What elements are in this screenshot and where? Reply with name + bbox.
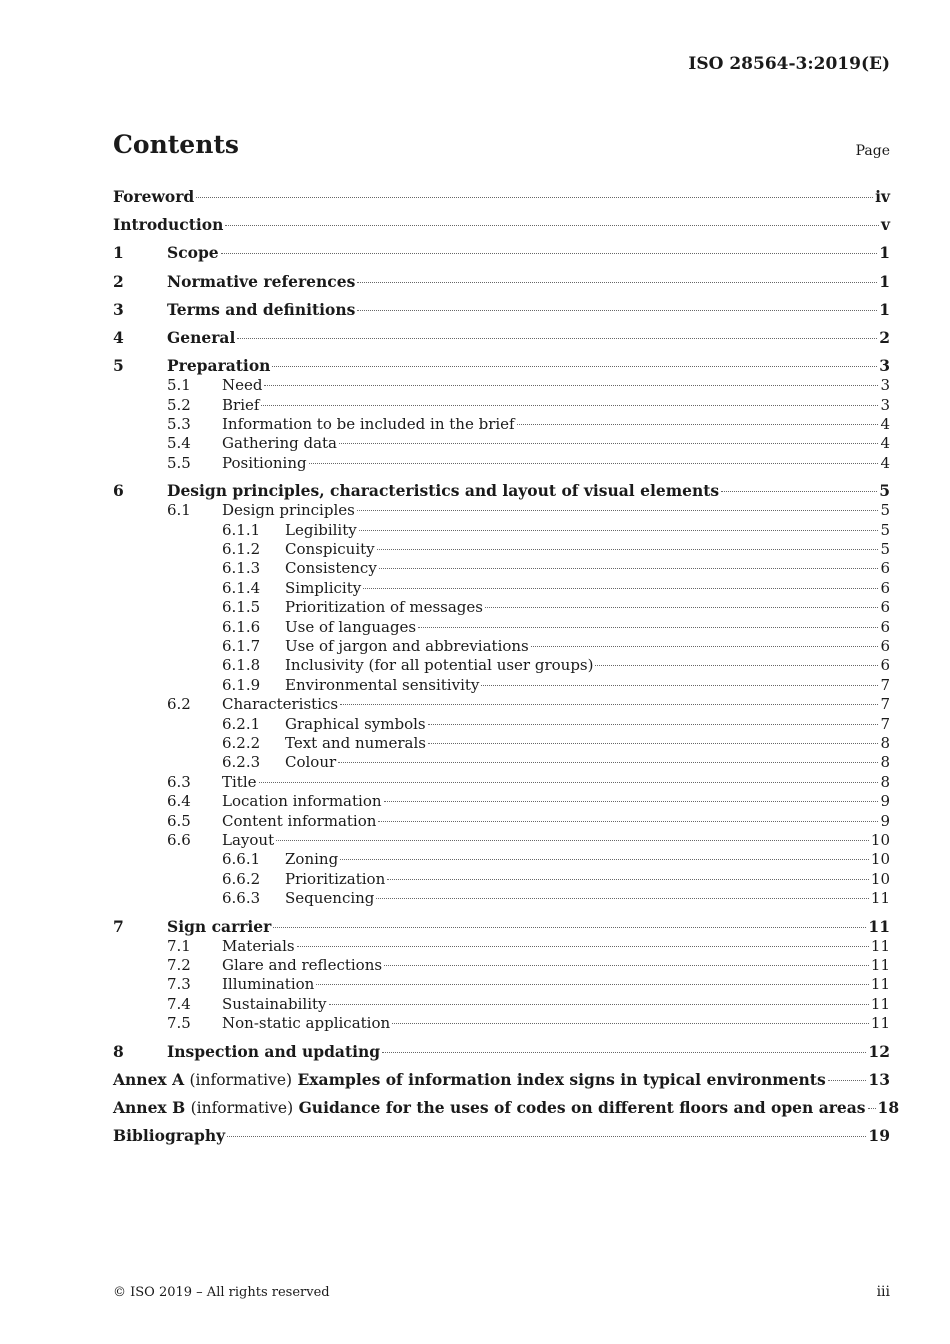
toc-entry-page: 9 bbox=[880, 811, 890, 830]
toc-entry-number: 6.1 bbox=[167, 501, 191, 520]
toc-entry[interactable] bbox=[113, 870, 890, 889]
toc-entry[interactable] bbox=[113, 327, 890, 348]
dot-leader bbox=[379, 568, 879, 569]
toc-entry-number: 6.1.6 bbox=[222, 617, 261, 636]
toc-entry-title[interactable] bbox=[285, 889, 374, 908]
toc-entry-title-text: Location information bbox=[222, 792, 382, 811]
toc-entry[interactable] bbox=[113, 1097, 900, 1118]
toc-entry-number: 8 bbox=[113, 1041, 124, 1061]
toc-entry-page: 5 bbox=[880, 501, 890, 520]
toc-entry[interactable] bbox=[113, 637, 890, 656]
dot-leader bbox=[721, 491, 877, 492]
dot-leader bbox=[340, 704, 878, 705]
toc-entry-title-text: Text and numerals bbox=[285, 733, 426, 752]
toc-entry[interactable] bbox=[113, 396, 890, 415]
toc-entry-title[interactable] bbox=[113, 1125, 225, 1146]
dot-leader bbox=[481, 685, 878, 686]
toc-entry-title-text: Colour bbox=[285, 753, 337, 772]
toc-entry-number: 6.1.8 bbox=[222, 656, 261, 675]
toc-entry-title-text: Foreword bbox=[113, 187, 195, 206]
dot-leader bbox=[237, 338, 877, 339]
toc-entry-page: 8 bbox=[880, 733, 890, 752]
toc-entry-number: 6.1.3 bbox=[222, 559, 261, 578]
toc-entry-title-text: Terms and definitions bbox=[167, 299, 356, 319]
annex-label: Annex A bbox=[113, 1069, 185, 1089]
dot-leader bbox=[595, 665, 878, 666]
dot-leader bbox=[340, 859, 869, 860]
toc-entry-title[interactable] bbox=[222, 695, 338, 714]
toc-entry[interactable] bbox=[113, 376, 890, 395]
toc-entry-title[interactable] bbox=[285, 870, 385, 889]
toc-entry[interactable] bbox=[113, 579, 890, 598]
toc-entry-title-text: Sequencing bbox=[285, 889, 375, 908]
dot-leader bbox=[359, 530, 879, 531]
toc-entry-number: 6.3 bbox=[167, 772, 191, 791]
toc-entry-title[interactable] bbox=[285, 734, 426, 753]
toc-entry-number: 6 bbox=[113, 481, 124, 501]
toc-entry-title[interactable] bbox=[285, 598, 483, 617]
toc-entry-page: 13 bbox=[868, 1069, 890, 1089]
dot-leader bbox=[868, 1108, 876, 1109]
toc-entry-title-text: Examples of information index signs in typical environments bbox=[297, 1069, 826, 1089]
toc-entry[interactable] bbox=[113, 559, 890, 578]
toc-entry-title[interactable] bbox=[113, 1097, 866, 1119]
toc-entry-number: 6.1.2 bbox=[222, 540, 261, 559]
toc-entry-number: 6.2 bbox=[167, 695, 191, 714]
toc-entry[interactable] bbox=[113, 355, 890, 376]
toc-entry-title-text: Scope bbox=[167, 243, 219, 263]
toc-entry-page: 11 bbox=[870, 1014, 890, 1033]
toc-entry-title-text: Layout bbox=[222, 830, 275, 849]
toc-entry-page: 6 bbox=[880, 656, 890, 675]
toc-entry[interactable] bbox=[113, 753, 890, 772]
dot-leader bbox=[329, 1004, 869, 1005]
toc-entry-title[interactable] bbox=[222, 501, 355, 520]
toc-entry[interactable] bbox=[113, 242, 890, 263]
toc-entry-page: 6 bbox=[880, 578, 890, 597]
toc-entry-number: 7.5 bbox=[167, 1014, 191, 1033]
toc-entry-number: 7.4 bbox=[167, 994, 191, 1013]
dot-leader bbox=[221, 253, 878, 254]
toc-entry-page: 4 bbox=[880, 453, 890, 472]
toc-entry-title[interactable] bbox=[167, 1041, 380, 1062]
toc-entry-page: 7 bbox=[880, 714, 890, 733]
toc-entry-number: 6.6.1 bbox=[222, 850, 261, 869]
toc-entry-page: 6 bbox=[880, 559, 890, 578]
dot-leader bbox=[276, 840, 869, 841]
toc-entry-page: 4 bbox=[880, 434, 890, 453]
toc-entry-number: 6.6.3 bbox=[222, 889, 261, 908]
toc-entry-title-text: Preparation bbox=[167, 356, 271, 376]
toc-entry-title-text: Positioning bbox=[222, 453, 307, 472]
toc-entry-title[interactable] bbox=[222, 434, 337, 453]
toc-entry-number: 7 bbox=[113, 916, 124, 936]
toc-entry[interactable] bbox=[113, 480, 890, 501]
toc-entry-page: 10 bbox=[870, 850, 890, 869]
dot-leader bbox=[357, 510, 879, 511]
toc-entry-title-text: Design principles, characteristics and layout of visual elements bbox=[167, 481, 720, 501]
toc-entry-title[interactable] bbox=[222, 1014, 390, 1033]
toc-entry[interactable] bbox=[113, 415, 890, 434]
toc-entry-number: 6.1.5 bbox=[222, 598, 261, 617]
toc-entry-title[interactable] bbox=[113, 1069, 826, 1091]
toc-entry-title-text: Information to be included in the brief bbox=[222, 414, 515, 433]
toc-entry-number: 6.4 bbox=[167, 792, 191, 811]
toc-entry-page: 11 bbox=[870, 889, 890, 908]
toc-entry-title-text: Design principles bbox=[222, 501, 355, 520]
toc-entry-title[interactable] bbox=[167, 242, 219, 263]
toc-entry[interactable] bbox=[113, 792, 890, 811]
copyright-notice: © ISO 2019 – All rights reserved bbox=[113, 1285, 330, 1300]
toc-entry-title-text: Need bbox=[222, 376, 263, 395]
toc-entry-title[interactable] bbox=[222, 376, 262, 395]
toc-entry-number: 1 bbox=[113, 243, 124, 263]
dot-leader bbox=[392, 1023, 869, 1024]
toc-entry-page: 8 bbox=[880, 753, 890, 772]
toc-entry-title[interactable] bbox=[222, 995, 327, 1014]
toc-entry[interactable] bbox=[113, 271, 890, 292]
toc-entry-number: 5.2 bbox=[167, 395, 191, 414]
dot-leader bbox=[384, 801, 879, 802]
toc-entry[interactable] bbox=[113, 1041, 890, 1062]
toc-entry-title[interactable] bbox=[167, 916, 271, 937]
toc-entry-title[interactable] bbox=[167, 327, 235, 348]
toc-entry-page: 11 bbox=[870, 956, 890, 975]
toc-entry-title[interactable] bbox=[222, 812, 376, 831]
toc-entry-title-text: Zoning bbox=[285, 850, 339, 869]
dot-leader bbox=[357, 310, 877, 311]
dot-leader bbox=[531, 646, 879, 647]
toc-entry[interactable] bbox=[113, 1014, 890, 1033]
toc-entry-number: 6.6 bbox=[167, 830, 191, 849]
dot-leader bbox=[428, 743, 878, 744]
toc-entry-page: 5 bbox=[880, 520, 890, 539]
toc-entry-title[interactable] bbox=[285, 540, 375, 559]
dot-leader bbox=[418, 627, 878, 628]
toc-entry-title[interactable] bbox=[222, 937, 295, 956]
toc-entry-page: 5 bbox=[879, 481, 890, 501]
toc-entry-title[interactable] bbox=[222, 415, 515, 434]
toc-entry-number: 3 bbox=[113, 299, 124, 319]
dot-leader bbox=[485, 607, 878, 608]
dot-leader bbox=[264, 385, 878, 386]
dot-leader bbox=[828, 1080, 867, 1081]
toc-entry-number: 6.1.1 bbox=[222, 520, 261, 539]
toc-entry-title-text: Sustainability bbox=[222, 994, 327, 1013]
dot-leader bbox=[384, 965, 869, 966]
toc-entry-number: 5.1 bbox=[167, 376, 191, 395]
toc-entry-number: 6.2.1 bbox=[222, 714, 261, 733]
toc-entry-page: 3 bbox=[880, 395, 890, 414]
toc-entry-page: 1 bbox=[879, 299, 890, 319]
toc-entry[interactable] bbox=[113, 501, 890, 520]
toc-entry[interactable] bbox=[113, 812, 890, 831]
toc-entry-title-text: Legibility bbox=[285, 520, 357, 539]
toc-entry[interactable] bbox=[113, 521, 890, 540]
toc-entry-title-text: Illumination bbox=[222, 975, 315, 994]
toc-entry-page: 11 bbox=[870, 975, 890, 994]
toc-entry-number: 6.2.3 bbox=[222, 753, 261, 772]
toc-entry-page: 2 bbox=[879, 327, 890, 347]
toc-entry[interactable] bbox=[113, 916, 890, 937]
toc-entry-title-text: Characteristics bbox=[222, 695, 339, 714]
toc-entry[interactable] bbox=[113, 299, 890, 320]
toc-entry-number: 6.1.9 bbox=[222, 675, 261, 694]
toc-entry-title[interactable] bbox=[222, 773, 257, 792]
dot-leader bbox=[316, 984, 869, 985]
toc-entry-page: 3 bbox=[880, 376, 890, 395]
toc-entry-title-text: Inclusivity (for all potential user groups) bbox=[285, 656, 594, 675]
toc-entry-number: 4 bbox=[113, 327, 124, 347]
dot-leader bbox=[387, 879, 869, 880]
toc-entry-title[interactable] bbox=[222, 454, 307, 473]
toc-entry[interactable] bbox=[113, 454, 890, 473]
toc-entry-title-text: Graphical symbols bbox=[285, 714, 426, 733]
toc-entry-title-text: Introduction bbox=[113, 215, 224, 235]
toc-entry-number: 6.1.4 bbox=[222, 578, 261, 597]
toc-entry-page: 7 bbox=[880, 675, 890, 694]
toc-entry-title-text: Prioritization of messages bbox=[285, 598, 483, 617]
toc-entry[interactable] bbox=[113, 831, 890, 850]
toc-entry[interactable] bbox=[113, 1125, 890, 1146]
toc-entry-title[interactable] bbox=[285, 559, 377, 578]
toc-entry-title[interactable] bbox=[167, 355, 270, 376]
annex-label: Annex B bbox=[113, 1098, 186, 1118]
toc-entry-number: 7.3 bbox=[167, 975, 191, 994]
toc-entry-page: 6 bbox=[880, 598, 890, 617]
toc-entry-number: 6.2.2 bbox=[222, 733, 261, 752]
toc-entry-title-text: Normative references bbox=[167, 271, 356, 291]
dot-leader bbox=[517, 424, 879, 425]
toc-entry-title-text: Inspection and updating bbox=[167, 1041, 381, 1061]
dot-leader bbox=[428, 724, 879, 725]
table-of-contents bbox=[113, 186, 900, 1146]
dot-leader bbox=[376, 898, 868, 899]
toc-entry[interactable] bbox=[113, 186, 890, 207]
toc-entry-page: 1 bbox=[879, 271, 890, 291]
dot-leader bbox=[357, 282, 877, 283]
toc-entry-number: 5.5 bbox=[167, 453, 191, 472]
toc-entry-title[interactable] bbox=[285, 637, 529, 656]
dot-leader bbox=[261, 405, 878, 406]
toc-entry-page: v bbox=[880, 215, 890, 235]
toc-entry-title-text: General bbox=[167, 327, 236, 347]
toc-entry[interactable] bbox=[113, 734, 890, 753]
toc-entry[interactable] bbox=[113, 975, 890, 994]
toc-entry[interactable] bbox=[113, 656, 890, 675]
toc-entry[interactable] bbox=[113, 850, 890, 869]
toc-entry-title-text: Environmental sensitivity bbox=[285, 675, 480, 694]
toc-entry[interactable] bbox=[113, 598, 890, 617]
toc-entry-title-text: Materials bbox=[222, 936, 295, 955]
toc-entry-title[interactable] bbox=[222, 956, 382, 975]
toc-entry-page: 6 bbox=[880, 637, 890, 655]
toc-entry-title[interactable] bbox=[285, 850, 338, 869]
toc-entry[interactable] bbox=[113, 995, 890, 1014]
toc-entry-title[interactable] bbox=[222, 831, 274, 850]
page-column-label: Page bbox=[855, 143, 890, 159]
dot-leader bbox=[309, 463, 879, 464]
toc-entry-title-text: Prioritization bbox=[285, 869, 386, 888]
toc-entry-number: 5.3 bbox=[167, 414, 191, 433]
toc-entry-title[interactable] bbox=[285, 676, 479, 695]
toc-entry-number: 5.4 bbox=[167, 434, 191, 453]
dot-leader bbox=[339, 443, 878, 444]
dot-leader bbox=[196, 197, 873, 198]
toc-entry-page: 1 bbox=[879, 243, 890, 263]
annex-informative-label: (informative) bbox=[190, 1099, 294, 1118]
toc-entry-title[interactable] bbox=[113, 186, 194, 207]
toc-entry-number: 7.1 bbox=[167, 936, 191, 955]
dot-leader bbox=[378, 821, 878, 822]
dot-leader bbox=[225, 225, 879, 226]
toc-entry-page: 11 bbox=[870, 936, 890, 955]
dot-leader bbox=[273, 927, 866, 928]
toc-entry-page: 19 bbox=[868, 1126, 890, 1146]
toc-entry-title-text: Consistency bbox=[285, 559, 377, 578]
dot-leader bbox=[382, 1052, 866, 1053]
dot-leader bbox=[227, 1136, 866, 1137]
toc-entry[interactable] bbox=[113, 715, 890, 734]
toc-entry-title[interactable] bbox=[222, 396, 259, 415]
toc-entry-title[interactable] bbox=[113, 214, 223, 235]
toc-entry-title-text: Brief bbox=[222, 395, 260, 414]
toc-entry-page: 8 bbox=[880, 772, 890, 791]
toc-entry-title-text: Glare and reflections bbox=[222, 956, 383, 975]
toc-entry[interactable] bbox=[113, 618, 890, 637]
toc-entry-title-text: Guidance for the uses of codes on different floors and open areas bbox=[298, 1098, 866, 1118]
toc-entry-title[interactable] bbox=[167, 480, 719, 501]
toc-entry-page: 5 bbox=[880, 540, 890, 559]
toc-entry-page: 18 bbox=[877, 1098, 900, 1118]
page-title: Contents bbox=[113, 130, 240, 159]
toc-entry[interactable] bbox=[113, 773, 890, 792]
toc-entry-page: 11 bbox=[868, 916, 890, 936]
toc-entry[interactable] bbox=[113, 214, 890, 235]
toc-entry-title[interactable] bbox=[285, 579, 361, 598]
toc-entry-title[interactable] bbox=[222, 792, 382, 811]
toc-entry[interactable] bbox=[113, 956, 890, 975]
dot-leader bbox=[272, 366, 877, 367]
toc-entry-page: 11 bbox=[870, 994, 890, 1013]
toc-entry-title-text: Gathering data bbox=[222, 434, 338, 453]
toc-entry-page: 3 bbox=[879, 356, 890, 376]
toc-entry-title-text: Use of languages bbox=[285, 617, 417, 636]
toc-entry-title[interactable] bbox=[222, 975, 314, 994]
toc-entry-title-text: Conspicuity bbox=[285, 540, 375, 559]
toc-entry-page: 10 bbox=[870, 830, 890, 849]
toc-entry-title-text: Non-static application bbox=[222, 1014, 391, 1033]
dot-leader bbox=[338, 762, 878, 763]
dot-leader bbox=[297, 946, 869, 947]
toc-entry-title-text: Sign carrier bbox=[167, 916, 272, 936]
toc-entry-page: 9 bbox=[880, 792, 890, 811]
toc-entry-page: 4 bbox=[880, 414, 890, 433]
toc-entry-title[interactable] bbox=[285, 753, 336, 772]
toc-entry-number: 2 bbox=[113, 271, 124, 291]
toc-entry-title[interactable] bbox=[285, 715, 426, 734]
toc-entry[interactable] bbox=[113, 1069, 890, 1090]
toc-entry[interactable] bbox=[113, 937, 890, 956]
toc-entry[interactable] bbox=[113, 540, 890, 559]
toc-entry-page: 6 bbox=[880, 617, 890, 636]
toc-entry-title-text: Simplicity bbox=[285, 578, 362, 597]
toc-entry-title[interactable] bbox=[285, 521, 357, 540]
toc-entry-title[interactable] bbox=[285, 618, 416, 637]
toc-entry[interactable] bbox=[113, 695, 890, 714]
toc-entry[interactable] bbox=[113, 676, 890, 695]
footer-page-number: iii bbox=[876, 1284, 890, 1300]
toc-entry-number: 6.5 bbox=[167, 811, 191, 830]
toc-entry-title[interactable] bbox=[167, 271, 355, 292]
toc-entry-title-text: Use of jargon and abbreviations bbox=[285, 637, 529, 655]
dot-leader bbox=[377, 549, 879, 550]
toc-entry-page: 12 bbox=[868, 1041, 890, 1061]
toc-entry-number: 6.1.7 bbox=[222, 637, 261, 655]
annex-informative-label: (informative) bbox=[189, 1070, 293, 1089]
dot-leader bbox=[363, 588, 878, 589]
dot-leader bbox=[259, 782, 879, 783]
toc-entry-page: 7 bbox=[880, 695, 890, 714]
toc-entry-page: iv bbox=[875, 187, 890, 206]
toc-entry-title[interactable] bbox=[285, 656, 593, 675]
toc-entry[interactable] bbox=[113, 434, 890, 453]
toc-entry-title-text: Content information bbox=[222, 811, 377, 830]
toc-entry-page: 10 bbox=[870, 869, 890, 888]
toc-entry-title-text: Title bbox=[222, 772, 257, 791]
toc-entry-number: 7.2 bbox=[167, 956, 191, 975]
toc-entry-title-text: Bibliography bbox=[113, 1126, 226, 1146]
toc-entry[interactable] bbox=[113, 889, 890, 908]
document-reference: ISO 28564-3:2019(E) bbox=[688, 54, 890, 74]
toc-entry-number: 5 bbox=[113, 356, 124, 376]
toc-entry-title[interactable] bbox=[167, 299, 355, 320]
toc-entry-number: 6.6.2 bbox=[222, 869, 261, 888]
